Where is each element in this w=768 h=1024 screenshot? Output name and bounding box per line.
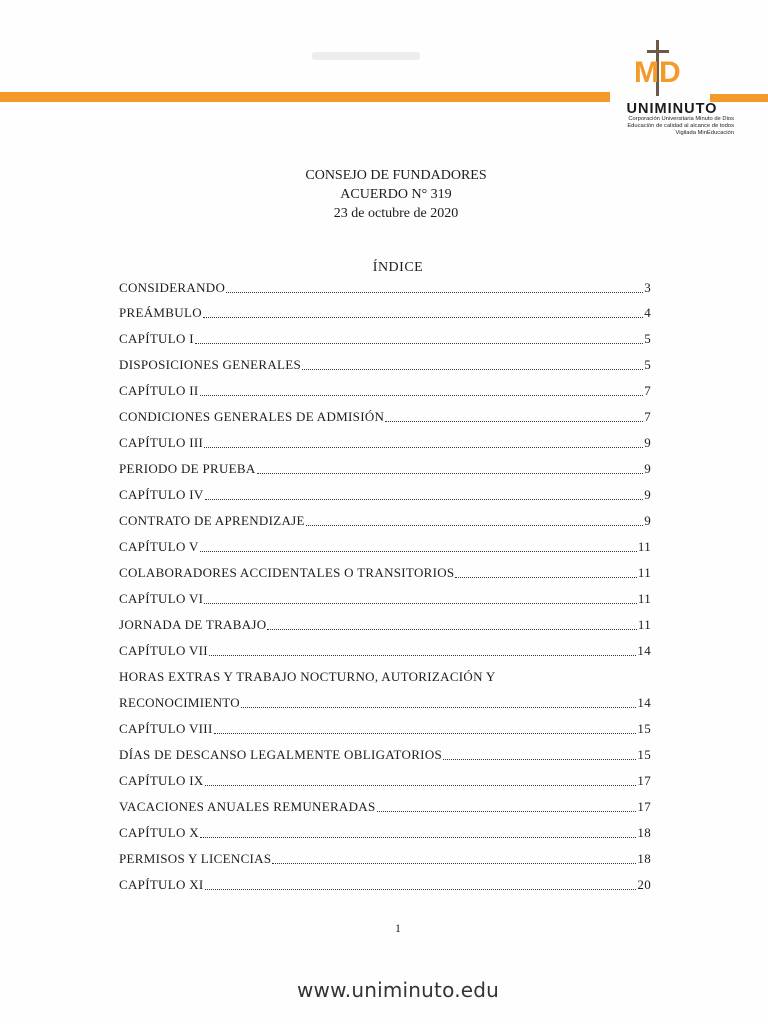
toc-dot-leader (377, 811, 637, 812)
toc-dot-leader (195, 343, 643, 344)
toc-entry-label: COLABORADORES ACCIDENTALES O TRANSITORIOS (119, 565, 455, 580)
website-url[interactable]: www.uniminuto.edu (296, 978, 500, 1002)
toc-entry[interactable] (119, 721, 651, 737)
toc-entry-page: 9 (644, 513, 651, 528)
toc-entry[interactable] (119, 331, 651, 347)
toc-entry[interactable] (119, 409, 651, 425)
toc-entry-label: CAPÍTULO II (119, 383, 199, 398)
toc-entry-page: 18 (637, 825, 651, 840)
toc-dot-leader (272, 863, 636, 864)
toc-entry-page: 3 (644, 280, 651, 295)
toc-entry-page: 9 (644, 487, 651, 502)
toc-entry-label: CAPÍTULO III (119, 435, 204, 450)
logo-subline-1: Corporación Universitaria Minuto de Dios (628, 116, 734, 122)
toc-entry-page: 15 (637, 721, 651, 736)
toc-entry[interactable] (119, 747, 651, 763)
toc-entry-label: PERMISOS Y LICENCIAS (119, 851, 272, 866)
md-logo-icon (620, 38, 720, 98)
toc-entry-label: DÍAS DE DESCANSO LEGALMENTE OBLIGATORIOS (119, 747, 443, 762)
toc-dot-leader (214, 733, 637, 734)
toc-dot-leader (267, 629, 636, 630)
toc-entry-label: CONTRATO DE APRENDIZAJE (119, 513, 305, 528)
toc-entry[interactable] (119, 617, 651, 633)
toc-entry-page: 7 (644, 383, 651, 398)
toc-entry[interactable] (119, 513, 651, 529)
toc-dot-leader (302, 369, 643, 370)
toc-entry-label: VACACIONES ANUALES REMUNERADAS (119, 799, 376, 814)
toc-entry[interactable] (119, 643, 651, 659)
toc-entry[interactable] (119, 851, 651, 867)
toc-entry-label: CAPÍTULO IV (119, 487, 204, 502)
toc-entry-label: PERIODO DE PRUEBA (119, 461, 256, 476)
toc-entry-page: 18 (637, 851, 651, 866)
logo-name: UNIMINUTO (626, 101, 718, 117)
toc-entry[interactable] (119, 435, 651, 451)
toc-entry-label: CAPÍTULO XI (119, 877, 204, 892)
toc-entry-label: CAPÍTULO IX (119, 773, 204, 788)
toc-dot-leader (306, 525, 643, 526)
toc-dot-leader (205, 785, 637, 786)
toc-dot-leader (204, 447, 643, 448)
toc-dot-leader (200, 551, 637, 552)
toc-entry-label: CAPÍTULO VI (119, 591, 204, 606)
toc-entry[interactable] (119, 591, 651, 607)
toc-entry-label: DISPOSICIONES GENERALES (119, 357, 302, 372)
toc-dot-leader (203, 317, 643, 318)
toc-entry-label: CAPÍTULO VII (119, 643, 208, 658)
toc-entry[interactable] (119, 383, 651, 399)
toc-entry-page: 4 (644, 305, 651, 320)
toc-dot-leader (200, 395, 644, 396)
toc-entry-page: 14 (637, 695, 651, 710)
toc-entry-page: 9 (644, 461, 651, 476)
toc-dot-leader (226, 292, 643, 293)
toc-entry[interactable] (119, 280, 651, 296)
toc-entry-page: 14 (637, 643, 651, 658)
toc-entry[interactable] (119, 357, 651, 373)
toc-entry-page: 5 (644, 357, 651, 372)
toc-entry-page: 17 (637, 799, 651, 814)
toc-entry[interactable] (119, 539, 651, 555)
toc-dot-leader (204, 603, 637, 604)
toc-entry[interactable] (119, 305, 651, 321)
toc-entry-label: PREÁMBULO (119, 305, 202, 320)
toc-entry-page: 17 (637, 773, 651, 788)
toc-entry-label: CAPÍTULO VIII (119, 721, 213, 736)
logo-mark-text: MD (634, 56, 681, 89)
toc-entry-label: RECONOCIMIENTO (119, 695, 240, 710)
toc-dot-leader (455, 577, 636, 578)
toc-entry[interactable] (119, 877, 651, 893)
toc-entry-label: CONDICIONES GENERALES DE ADMISIÓN (119, 409, 385, 424)
toc-dot-leader (241, 707, 636, 708)
toc-entry[interactable] (119, 487, 651, 503)
toc-entry-page: 11 (637, 617, 651, 632)
page-number: 1 (395, 921, 401, 935)
toc-entry-label: CONSIDERANDO (119, 280, 226, 295)
toc-dot-leader (205, 499, 644, 500)
agreement-number: ACUERDO N° 319 (340, 187, 452, 202)
toc-entry-label: JORNADA DE TRABAJO (119, 617, 267, 632)
toc-dot-leader (385, 421, 643, 422)
toc-entry-page: 11 (637, 591, 651, 606)
toc-dot-leader (200, 837, 636, 838)
toc-entry-page: 15 (637, 747, 651, 762)
agreement-date: 23 de octubre de 2020 (333, 206, 459, 221)
council-title: CONSEJO DE FUNDADORES (305, 168, 487, 183)
toc-dot-leader (205, 889, 637, 890)
toc-entry[interactable] (119, 773, 651, 789)
toc-entry-page: 20 (637, 877, 651, 892)
orange-header-band (0, 92, 610, 102)
toc-entry[interactable] (119, 565, 651, 581)
toc-entry-label: CAPÍTULO V (119, 539, 199, 554)
toc-entry[interactable] (119, 825, 651, 841)
logo-subline-3: Vigilada MinEducación (675, 130, 734, 136)
index-title: ÍNDICE (372, 260, 424, 275)
toc-entry[interactable] (119, 461, 651, 477)
logo-subline-2: Educación de calidad al alcance de todos (627, 123, 734, 129)
document-heading (0, 166, 768, 223)
toc-entry-page: 7 (644, 409, 651, 424)
toc-entry[interactable] (119, 799, 651, 815)
toc-entry-page: 5 (644, 331, 651, 346)
toc-dot-leader (443, 759, 636, 760)
toc-entry[interactable] (119, 695, 651, 711)
toc-entry-first-line: HORAS EXTRAS Y TRABAJO NOCTURNO, AUTORIZACIÓN Y (119, 669, 496, 684)
uniminuto-logo (606, 38, 736, 148)
faint-header-mark (312, 52, 420, 60)
toc-entry-page: 9 (644, 435, 651, 450)
toc-dot-leader (209, 655, 636, 656)
toc-entry-label: CAPÍTULO I (119, 331, 194, 346)
toc-dot-leader (257, 473, 644, 474)
toc-entry-label: CAPÍTULO X (119, 825, 199, 840)
toc-entry-page: 11 (637, 539, 651, 554)
toc-entry-page: 11 (637, 565, 651, 580)
